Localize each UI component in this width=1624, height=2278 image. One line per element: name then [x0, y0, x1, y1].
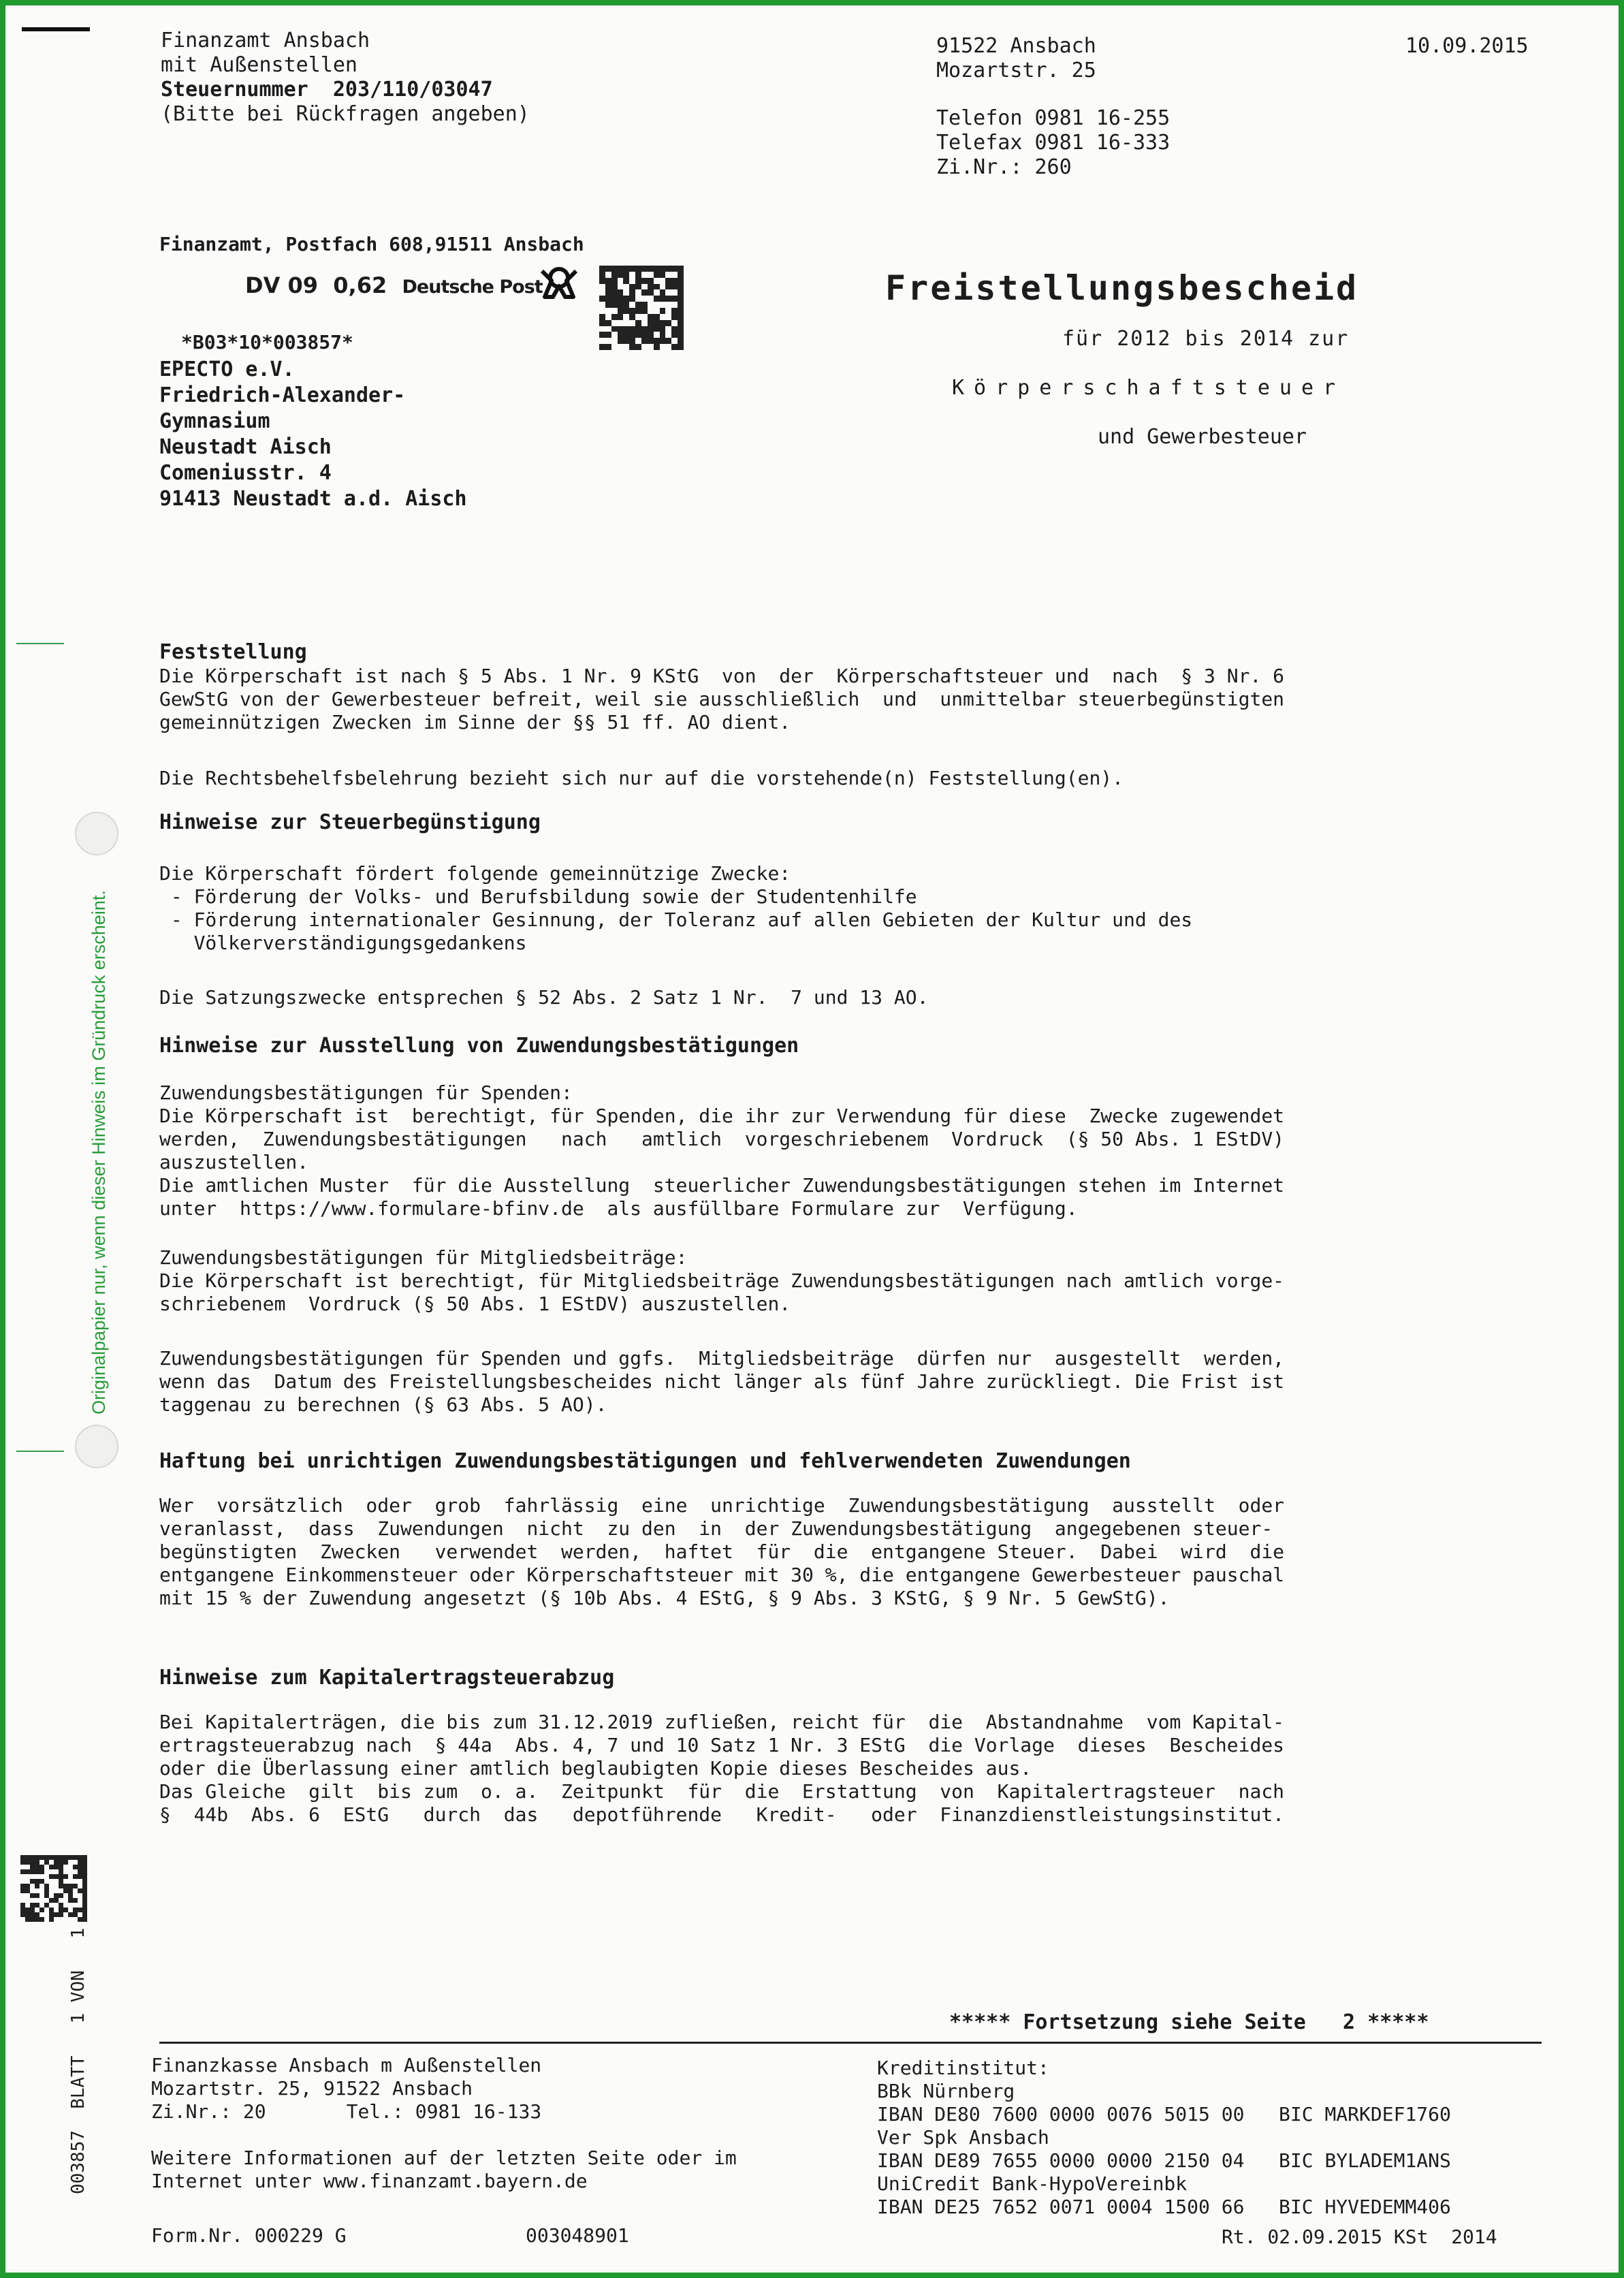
office-line: mit Außenstellen [161, 53, 357, 77]
code-cell [39, 1888, 44, 1893]
code-cell [68, 1869, 73, 1874]
recipient-line: Friedrich-Alexander- [159, 383, 406, 407]
office-address [936, 34, 1096, 83]
form-number: Form.Nr. 000229 G [151, 2224, 347, 2247]
section-heading-haftung: Haftung bei unrichtigen Zuwendungsbestätigungen und fehlverwendeten Zuwendungen [159, 1449, 1131, 1473]
bank-iban: IBAN DE89 7655 0000 0000 2150 04 [877, 2149, 1245, 2172]
code-cell [49, 1893, 54, 1898]
code-cell [44, 1898, 49, 1903]
fax: Telefax 0981 16-333 [936, 131, 1171, 155]
text-line: werden, Zuwendungsbestätigungen nach amtlich vorgeschriebenem Vordruck (§ 50 Abs. 1 EStDV) [159, 1128, 1285, 1150]
code-cell [63, 1917, 68, 1922]
code-cell [629, 278, 635, 284]
code-cell [78, 1879, 82, 1884]
contact-block [936, 106, 1170, 180]
code-cell [54, 1903, 59, 1908]
code-cell [671, 338, 678, 344]
code-cell [611, 332, 618, 338]
text-line: taggenau zu berechnen (§ 63 Abs. 5 AO). [159, 1393, 607, 1416]
code-cell [35, 1898, 39, 1903]
code-cell [30, 1874, 35, 1879]
text-line: Wer vorsätzlich oder grob fahrlässig eine unrichtige Zuwendungsbestätigung ausstellt oder [159, 1494, 1285, 1517]
code-cell [605, 272, 611, 278]
punch-hole [75, 812, 118, 855]
code-cell [68, 1908, 73, 1912]
text-line: Zuwendungsbestätigungen für Mitgliedsbeiträge: [159, 1246, 688, 1269]
list-item: - Förderung der Volks- und Berufsbildung sowie der Studentenhilfe [159, 885, 917, 908]
code-cell [605, 308, 611, 314]
info-block [151, 2147, 737, 2193]
code-cell [635, 314, 641, 320]
code-cell [68, 1917, 73, 1922]
code-cell [671, 272, 678, 278]
code-cell [623, 284, 629, 290]
security-paper-note: Originalpapier nur, wenn dieser Hinweis im Gründruck erscheint. [89, 890, 109, 1414]
code-cell [599, 338, 605, 344]
code-cell [39, 1912, 44, 1917]
code-cell [623, 344, 629, 350]
code-cell [605, 314, 611, 320]
code-cell [59, 1898, 63, 1903]
code-cell [68, 1903, 73, 1908]
text-line: Zuwendungsbestätigungen für Spenden und ggfs. Mitgliedsbeiträge dürfen nur ausgestellt werden, [159, 1347, 1285, 1370]
code-cell [635, 296, 641, 302]
zwecke-list [159, 885, 1192, 955]
recipient-address [159, 357, 467, 512]
scan-mark [22, 27, 90, 31]
satzung-text: Die Satzungszwecke entsprechen § 52 Abs. 2 Satz 1 Nr. 7 und 13 AO. [159, 986, 929, 1009]
postage-code: DV 09 [245, 272, 318, 298]
bank-bic: BIC HYVEDEMM406 [1279, 2196, 1451, 2218]
bank-iban: IBAN DE25 7652 0071 0004 1500 66 [877, 2196, 1245, 2218]
rechtsbehelf-note: Die Rechtsbehelfsbelehrung bezieht sich nur auf die vorstehende(n) Feststellung(en). [159, 767, 1124, 789]
code-cell [59, 1888, 63, 1893]
code-cell [78, 1893, 82, 1898]
title-period: für 2012 bis 2014 zur [1062, 327, 1350, 351]
code-cell [641, 284, 648, 290]
code-cell [618, 320, 624, 326]
code-cell [665, 302, 671, 308]
code-cell [618, 278, 624, 284]
code-cell [73, 1879, 78, 1884]
code-cell [59, 1917, 63, 1922]
zwecke-intro: Die Körperschaft fördert folgende gemeinnützige Zwecke: [159, 862, 791, 885]
code-cell [78, 1898, 82, 1903]
code-cell [665, 326, 671, 332]
code-cell [629, 272, 635, 278]
code-cell [623, 289, 629, 296]
code-cell [660, 344, 666, 350]
bank-account [877, 2103, 1451, 2126]
code-cell [20, 1917, 25, 1922]
fold-mark [16, 643, 64, 644]
code-cell [73, 1917, 78, 1922]
text-line: wenn das Datum des Freistellungsbescheides nicht länger als fünf Jahre zurückliegt. Die Frist ist [159, 1370, 1285, 1393]
address-line: 91522 Ansbach [936, 34, 1096, 58]
code-cell [20, 1898, 25, 1903]
bank-name: Ver Spk Ansbach [877, 2126, 1049, 2149]
code-cell [665, 272, 671, 278]
section-heading-kapital: Hinweise zum Kapitalertragsteuerabzug [159, 1666, 615, 1690]
text-line: Die Körperschaft ist nach § 5 Abs. 1 Nr. 9 KStG von der Körperschaftsteuer und nach § 3 Nr. 6 [159, 665, 1285, 687]
code-cell [611, 344, 618, 350]
code-cell [611, 338, 618, 344]
bank-iban: IBAN DE80 7600 0000 0076 5015 00 [877, 2103, 1245, 2125]
bank-account [877, 2196, 1451, 2219]
code-cell [629, 320, 635, 326]
code-cell [73, 1860, 78, 1865]
list-item: - Förderung internationaler Gesinnung, der Toleranz auf allen Gebieten der Kultur und des [159, 908, 1193, 931]
code-cell [648, 308, 654, 314]
code-cell [648, 344, 654, 350]
code-cell [49, 1879, 54, 1884]
code-cell [73, 1903, 78, 1908]
text-line: begünstigten Zwecken verwendet werden, haftet für die entgangene Steuer. Dabei wird die [159, 1540, 1285, 1563]
code-cell [30, 1898, 35, 1903]
code-cell [54, 1879, 59, 1884]
code-cell [63, 1912, 68, 1917]
text-line: schriebenem Vordruck (§ 50 Abs. 1 EStDV) auszustellen. [159, 1293, 791, 1315]
text-line: Bei Kapitalerträgen, die bis zum 31.12.2019 zufließen, reicht für die Abstandnahme vom Kapital- [159, 1711, 1285, 1733]
footer-line: Finanzkasse Ansbach m Außenstellen [151, 2054, 542, 2076]
room-number: Zi.Nr.: 260 [936, 155, 1072, 179]
code-cell [660, 278, 666, 284]
code-cell [54, 1908, 59, 1912]
code-cell [49, 1884, 54, 1888]
code-cell [665, 314, 671, 320]
code-cell [641, 314, 648, 320]
code-cell [611, 308, 618, 314]
code-cell [671, 320, 678, 326]
code-cell [68, 1879, 73, 1884]
punch-hole [75, 1425, 118, 1468]
text-line: ertragsteuerabzug nach § 44a Abs. 4, 7 und 10 Satz 1 Nr. 3 EStG die Vorlage dieses Bescheides [159, 1734, 1285, 1756]
code-cell [39, 1860, 44, 1865]
code-cell [665, 289, 671, 296]
section-heading-feststellung: Feststellung [159, 640, 307, 664]
code-cell [654, 278, 660, 284]
code-cell [654, 308, 660, 314]
sender-line: Finanzamt, Postfach 608,91511 Ansbach [159, 233, 584, 255]
code-cell [44, 1865, 49, 1869]
code-cell [35, 1908, 39, 1912]
code-cell [78, 1884, 82, 1888]
letter-date: 10.09.2015 [1405, 34, 1529, 58]
code-cell [660, 284, 666, 290]
code-cell [54, 1884, 59, 1888]
code-cell [44, 1869, 49, 1874]
code-cell [63, 1879, 68, 1884]
code-cell [49, 1903, 54, 1908]
code-cell [63, 1898, 68, 1903]
tax-number-line [161, 78, 530, 102]
code-cell [25, 1865, 30, 1869]
code-cell [63, 1865, 68, 1869]
address-line: Mozartstr. 25 [936, 59, 1096, 82]
title-tax-type-2: und Gewerbesteuer [1098, 425, 1307, 449]
code-cell [605, 326, 611, 332]
footer-line: Internet unter www.finanzamt.bayern.de [151, 2170, 588, 2192]
code-cell [30, 1888, 35, 1893]
bank-name: UniCredit Bank-HypoVereinbk [877, 2172, 1188, 2195]
code-cell [44, 1908, 49, 1912]
code-cell [73, 1869, 78, 1874]
text-line: Zuwendungsbestätigungen für Spenden: [159, 1081, 573, 1104]
tax-number-note: (Bitte bei Rückfragen angeben) [161, 102, 530, 126]
text-line: Das Gleiche gilt bis zum o. a. Zeitpunkt für die Erstattung von Kapitalertragsteuer nach [159, 1780, 1285, 1803]
reference-line: Rt. 02.09.2015 KSt 2014 [1222, 2226, 1497, 2248]
text-line: mit 15 % der Zuwendung angesetzt (§ 10b Abs. 4 EStG, § 9 Abs. 3 KStG, § 9 Nr. 5 GewStG). [159, 1587, 1170, 1609]
code-cell [660, 314, 666, 320]
code-cell [20, 1893, 25, 1898]
section-heading-ausstellung: Hinweise zur Ausstellung von Zuwendungsbestätigungen [159, 1034, 799, 1058]
code-cell [25, 1874, 30, 1879]
haftung-text [159, 1494, 1284, 1610]
code-cell [49, 1869, 54, 1874]
code-cell [63, 1869, 68, 1874]
list-item: Völkerverständigungsgedankens [159, 932, 527, 954]
code-cell [599, 326, 605, 332]
office-block [161, 29, 530, 127]
tax-number-label: Steuernummer [161, 78, 308, 101]
bank-account [877, 2149, 1451, 2172]
code-cell [73, 1893, 78, 1898]
code-cell [54, 1888, 59, 1893]
postage-carrier: Deutsche Post [402, 276, 543, 298]
recipient-line: Comeniusstr. 4 [159, 461, 332, 485]
code-cell [648, 296, 654, 302]
code-cell [20, 1879, 25, 1884]
code-cell [49, 1888, 54, 1893]
code-cell [665, 308, 671, 314]
document-page [8, 8, 1616, 2270]
kapital-text [159, 1711, 1284, 1826]
code-cell [605, 338, 611, 344]
spenden-text [159, 1081, 1284, 1220]
code-cell [641, 272, 648, 278]
bank-bic: BIC MARKDEF1760 [1279, 2103, 1451, 2125]
recipient-line: EPECTO e.V. [159, 358, 295, 381]
bank-bic: BIC BYLADEM1ANS [1279, 2149, 1451, 2172]
text-line: GewStG von der Gewerbesteuer befreit, weil sie ausschließlich und unmittelbar steuerbegünstigten [159, 688, 1285, 710]
code-cell [25, 1893, 30, 1898]
code-cell [641, 296, 648, 302]
recipient-line: 91413 Neustadt a.d. Aisch [159, 487, 467, 511]
text-line: unter https://www.formulare-bfinv.de als ausfüllbare Formulare zur Verfügung. [159, 1197, 1078, 1220]
code-cell [39, 1874, 44, 1879]
text-line: § 44b Abs. 6 EStG durch das depotführende Kredit- oder Finanzdienstleistungsinstitut. [159, 1803, 1285, 1826]
code-cell [654, 332, 660, 338]
datamatrix-code [599, 266, 684, 350]
code-cell [599, 302, 605, 308]
deutsche-post-horn-icon [539, 266, 579, 300]
code-cell [20, 1874, 25, 1879]
title-tax-type: Körperschaftsteuer [952, 376, 1346, 400]
code-cell [20, 1865, 25, 1869]
finanzkasse-block [151, 2054, 541, 2123]
code-cell [44, 1912, 49, 1917]
code-cell [78, 1903, 82, 1908]
code-cell [599, 289, 605, 296]
code-cell [599, 284, 605, 290]
code-cell [618, 344, 624, 350]
code-cell [641, 320, 648, 326]
code-cell [25, 1903, 30, 1908]
code-cell [654, 289, 660, 296]
code-cell [68, 1860, 73, 1865]
phone: Telefon 0981 16-255 [936, 106, 1171, 130]
code-cell [44, 1874, 49, 1879]
code-cell [623, 320, 629, 326]
code-cell [635, 289, 641, 296]
footer-phone: Tel.: 0981 16-133 [346, 2100, 542, 2123]
text-line: gemeinnützigen Zwecken im Sinne der §§ 51 ff. AO dient. [159, 711, 791, 733]
code-cell [49, 1860, 54, 1865]
code-cell [635, 338, 641, 344]
code-cell [623, 314, 629, 320]
text-line: entgangene Einkommensteuer oder Körperschaftsteuer mit 30 %, die entgangene Gewerbesteuer pauschal [159, 1564, 1285, 1586]
document-number: 003048901 [526, 2224, 629, 2247]
recipient-line: Gymnasium [159, 409, 270, 433]
bank-label: Kreditinstitut: [877, 2057, 1049, 2079]
code-cell [39, 1884, 44, 1888]
feststellung-text [159, 665, 1284, 734]
code-cell [629, 302, 635, 308]
frist-text [159, 1347, 1284, 1417]
code-cell [611, 320, 618, 326]
text-line: oder die Überlassung einer amtlich beglaubigten Kopie dieses Bescheides aus. [159, 1757, 1032, 1779]
office-line: Finanzamt Ansbach [161, 29, 370, 52]
footer-line: Mozartstr. 25, 91522 Ansbach [151, 2077, 473, 2100]
code-cell [73, 1888, 78, 1893]
code-cell [671, 302, 678, 308]
bank-name: BBk Nürnberg [877, 2080, 1015, 2102]
code-cell [54, 1869, 59, 1874]
code-cell [68, 1874, 73, 1879]
code-cell [599, 308, 605, 314]
code-cell [618, 284, 624, 290]
code-cell [648, 302, 654, 308]
code-cell [665, 344, 671, 350]
code-cell [63, 1893, 68, 1898]
code-cell [25, 1898, 30, 1903]
footer-line: Weitere Informationen auf der letzten Seite oder im [151, 2147, 737, 2169]
code-cell [54, 1917, 59, 1922]
code-cell [44, 1879, 49, 1884]
mitglied-text [159, 1246, 1284, 1316]
footer-divider [159, 2042, 1542, 2044]
tax-number: 203/110/03047 [332, 78, 493, 101]
bank-block [877, 2057, 1451, 2219]
code-cell [39, 1903, 44, 1908]
postage-amount: 0,62 [333, 272, 387, 298]
code-cell [648, 272, 654, 278]
recipient-barcode-text: *B03*10*003857* [181, 331, 353, 353]
code-cell [641, 344, 648, 350]
code-cell [665, 332, 671, 338]
code-cell [671, 289, 678, 296]
page-counter: 003857 BLATT 1 VON 1 [68, 1927, 89, 2194]
code-cell [39, 1898, 44, 1903]
fold-mark [16, 1451, 64, 1452]
footer-contact [151, 2100, 541, 2123]
small-datamatrix-code [20, 1855, 87, 1922]
code-cell [78, 1912, 82, 1917]
code-cell [654, 302, 660, 308]
code-cell [39, 1893, 44, 1898]
recipient-line: Neustadt Aisch [159, 435, 332, 459]
code-cell [35, 1874, 39, 1879]
text-line: Die Körperschaft ist berechtigt, für Spenden, die ihr zur Verwendung für diese Zwecke zugewendet [159, 1105, 1285, 1127]
section-heading-steuerbeguenstigung: Hinweise zur Steuerbegünstigung [159, 810, 541, 834]
text-line: auszustellen. [159, 1151, 309, 1173]
code-cell [68, 1865, 73, 1869]
continuation-note: ***** Fortsetzung siehe Seite 2 ***** [949, 2010, 1429, 2034]
code-cell [30, 1884, 35, 1888]
footer-room: Zi.Nr.: 20 [151, 2100, 266, 2123]
code-cell [63, 1903, 68, 1908]
text-line: Die amtlichen Muster für die Ausstellung steuerlicher Zuwendungsbestätigungen stehen im Internet [159, 1174, 1285, 1197]
text-line: Die Körperschaft ist berechtigt, für Mitgliedsbeiträge Zuwendungsbestätigungen nach amtlich vorge- [159, 1269, 1285, 1292]
code-cell [660, 302, 666, 308]
document-title: Freistellungsbescheid [885, 268, 1359, 308]
code-cell [44, 1917, 49, 1922]
code-cell [35, 1888, 39, 1893]
text-line: veranlasst, dass Zuwendungen nicht zu den in der Zuwendungsbestätigung angegebenen steuer- [159, 1517, 1273, 1540]
postage-mark [245, 272, 543, 298]
code-cell [25, 1879, 30, 1884]
